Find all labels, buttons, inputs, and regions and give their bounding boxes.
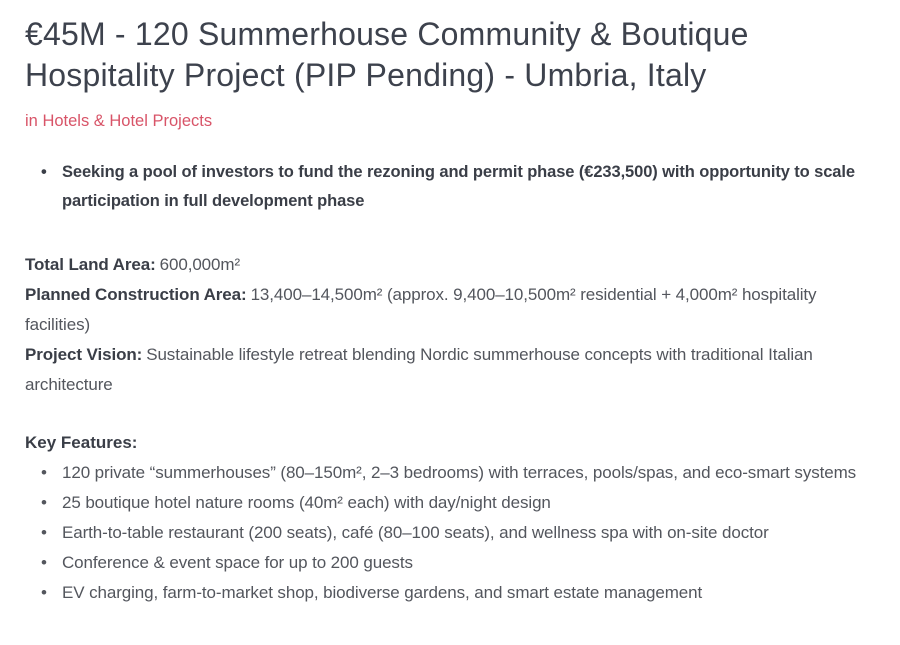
category-prefix: in (25, 112, 38, 130)
detail-row-project-vision (25, 340, 875, 400)
detail-row-land-area (25, 250, 875, 280)
feature-item: • 120 private “summerhouses” (80–150m², 2–3 bedrooms) with terraces, pools/spas, and eco-smart systems (25, 458, 875, 488)
detail-value: Sustainable lifestyle retreat blending Nordic summerhouse concepts with traditional Italian architecture (25, 345, 813, 394)
category-breadcrumb (25, 110, 875, 132)
detail-row-construction-area (25, 280, 875, 340)
key-features-list (25, 458, 875, 608)
key-features-heading: Key Features: (25, 433, 138, 452)
summary-list (25, 158, 875, 216)
details-section (25, 250, 875, 400)
detail-label: Project Vision: (25, 345, 143, 364)
detail-label: Total Land Area: (25, 255, 156, 274)
detail-value: 600,000m² (159, 255, 241, 274)
detail-label: Planned Construction Area: (25, 285, 247, 304)
feature-item: • EV charging, farm-to-market shop, biodiverse gardens, and smart estate management (25, 578, 875, 608)
category-link[interactable]: Hotels & Hotel Projects (42, 112, 213, 130)
summary-item: • Seeking a pool of investors to fund the rezoning and permit phase (€233,500) with opportunity to scale participation in full development phase (25, 158, 875, 216)
page-title: €45M - 120 Summerhouse Community & Boutique Hospitality Project (PIP Pending) - Umbria, Italy (25, 16, 749, 93)
feature-item: • Earth-to-table restaurant (200 seats), café (80–100 seats), and wellness spa with on-site doctor (25, 518, 875, 548)
feature-item: • Conference & event space for up to 200 guests (25, 548, 875, 578)
feature-item: • 25 boutique hotel nature rooms (40m² each) with day/night design (25, 488, 875, 518)
detail-value: 13,400–14,500m² (approx. 9,400–10,500m² residential + 4,000m² hospitality facilities) (25, 285, 817, 334)
